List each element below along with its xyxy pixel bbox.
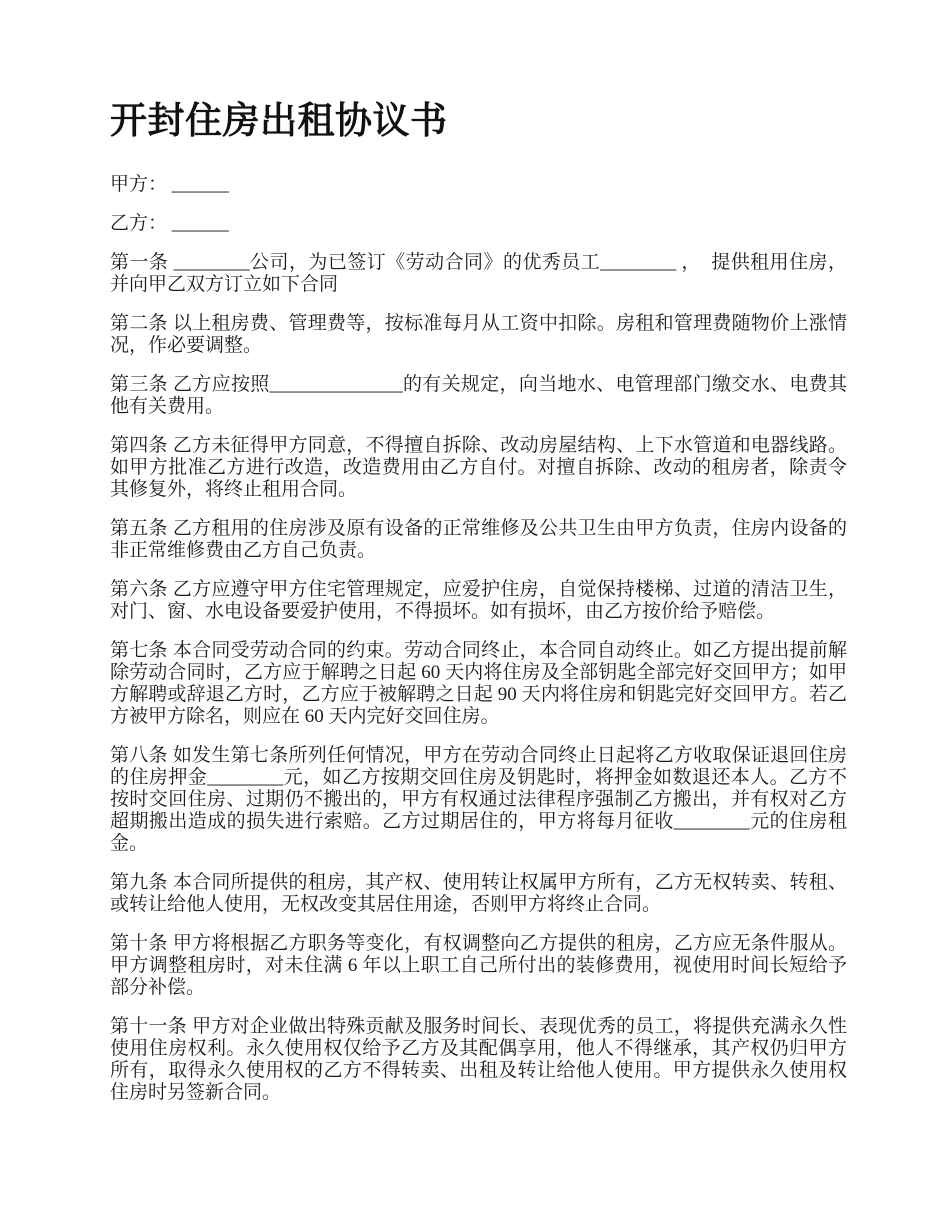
clause-paragraph-6 xyxy=(110,579,847,623)
clause-paragraph-7 xyxy=(110,640,847,728)
clause-number: 第七条 xyxy=(110,640,168,661)
clause-paragraph-9 xyxy=(110,872,847,916)
party-b-blank: ______ xyxy=(171,213,229,234)
clause-text: 甲方对企业做出特殊贡献及服务时间长、表现优秀的员工，将提供充满永久性使用住房权利。永久使用权仅给予乙方及其配偶享用，他人不得继承，其产权仍归甲方所有，取得永久使用权的乙方不得转卖、出租及转让给他人使用。甲方提供永久使用权住房时另签新合同。 xyxy=(110,1016,847,1103)
clause-number: 第八条 xyxy=(110,745,168,766)
party-b-label: 乙方： xyxy=(110,213,168,234)
clause-number: 第十一条 xyxy=(110,1016,188,1037)
party-a-row xyxy=(110,174,847,196)
clause-number: 第二条 xyxy=(110,313,168,334)
clause-text: 乙方未征得甲方同意，不得擅自拆除、改动房屋结构、上下水管道和电器线路。如甲方批准乙方进行改造，改造费用由乙方自付。对擅自拆除、改动的租房者，除责令其修复外，将终止租用合同。 xyxy=(110,435,847,500)
clause-number: 第九条 xyxy=(110,872,168,893)
clause-text: 乙方租用的住房涉及原有设备的正常维修及公共卫生由甲方负责，住房内设备的非正常维修费由乙方自己负责。 xyxy=(110,518,847,561)
clause-text: 本合同受劳动合同的约束。劳动合同终止，本合同自动终止。如乙方提出提前解除劳动合同时，乙方应于解聘之日起 60 天内将住房及全部钥匙全部完好交回甲方；如甲方解聘或辞退乙方时，乙方应于被解聘之日起 90 天内将住房和钥匙完好交回甲方。若乙方被甲方除名，则应在 60 天内完好交回住房。 xyxy=(110,640,847,727)
clause-number: 第一条 xyxy=(110,252,169,273)
clause-paragraph-1 xyxy=(110,252,847,296)
clause-paragraph-8 xyxy=(110,745,847,855)
clause-number: 第五条 xyxy=(110,518,168,539)
clause-paragraph-2 xyxy=(110,313,847,357)
party-a-label: 甲方： xyxy=(110,174,168,195)
clause-paragraph-3 xyxy=(110,374,847,418)
clause-text: 本合同所提供的租房，其产权、使用转让权属甲方所有，乙方无权转卖、转租、或转让给他人使用，无权改变其居住用途，否则甲方将终止合同。 xyxy=(110,872,847,915)
clause-paragraph-11 xyxy=(110,1016,847,1104)
clause-number: 第十条 xyxy=(110,933,168,954)
page-title: 开封住房出租协议书 xyxy=(110,101,448,142)
clause-text: 如发生第七条所列任何情况，甲方在劳动合同终止日起将乙方收取保证退回住房的住房押金________元，如乙方按期交回住房及钥匙时，将押金如数退还本人。乙方不按时交回住房、过期仍不搬出的，甲方有权通过法律程序强制乙方搬出，并有权对乙方超期搬出造成的损失进行索赔。乙方过期居住的，甲方将每月征收________元的住房租金。 xyxy=(110,745,847,854)
clause-text: 乙方应遵守甲方住宅管理规定，应爱护住房，自觉保持楼梯、过道的清洁卫生，对门、窗、水电设备要爱护使用，不得损坏。如有损坏，由乙方按价给予赔偿。 xyxy=(110,579,847,622)
party-b-row xyxy=(110,213,847,235)
clause-number: 第四条 xyxy=(110,435,168,456)
clause-text: ________公司，为已签订《劳动合同》的优秀员工________ ， 提供租用住房，并向甲乙双方订立如下合同 xyxy=(110,252,847,295)
clause-paragraph-10 xyxy=(110,933,847,999)
clause-paragraph-4 xyxy=(110,435,847,501)
clause-text: 以上租房费、管理费等，按标准每月从工资中扣除。房租和管理费随物价上涨情况，作必要调整。 xyxy=(110,313,847,356)
clause-text: 甲方将根据乙方职务等变化，有权调整向乙方提供的租房，乙方应无条件服从。甲方调整租房时，对未住满 6 年以上职工自己所付出的装修费用，视使用时间长短给予部分补偿。 xyxy=(110,933,847,998)
clause-text: 乙方应按照______________的有关规定，向当地水、电管理部门缴交水、电费其他有关费用。 xyxy=(110,374,847,417)
clause-number: 第三条 xyxy=(110,374,168,395)
clause-number: 第六条 xyxy=(110,579,168,600)
clause-paragraph-5 xyxy=(110,518,847,562)
party-a-blank: ______ xyxy=(171,174,229,195)
